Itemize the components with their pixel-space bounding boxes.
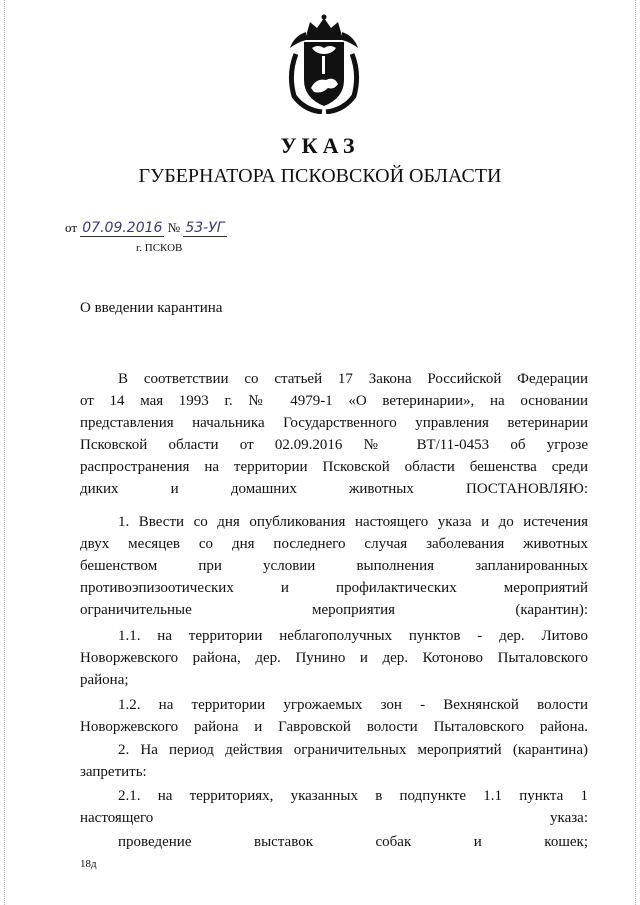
text-line: настоящего указа: [80,810,588,826]
text-line: района; [80,672,129,688]
text-line: распространения на территории Псковской области бешенства среди [80,459,588,475]
text-line: бешенством при условии выполнения запланированных [80,558,588,574]
text-line: 2.1. на территориях, указанных в подпункте 1.1 пункта 1 [118,788,588,804]
document-subject: О введении карантина [80,300,223,316]
coat-of-arms-emblem [284,14,364,114]
text-line: Новоржевского района, дер. Пунино и дер. Котоново Пыталовского [80,650,588,666]
text-line: проведение выставок собак и кошек; [118,834,588,850]
paragraph-item-2-1-a [80,831,588,853]
paragraph-item-1-1 [80,625,588,691]
text-line: В соответствии со статьей 17 Закона Российской Федерации [118,371,588,387]
handwritten-number: 53-УГ [185,220,225,236]
text-line: 1. Ввести со дня опубликования настоящего указа и до истечения [118,514,588,530]
text-line: 1.1. на территории неблагополучных пунктов - дер. Литово [118,628,588,644]
text-line: диких и домашних животных ПОСТАНОВЛЯЮ: [80,481,588,497]
paragraph-item-1-2 [80,694,588,738]
text-line: 1.2. на территории угрожаемых зон - Вехнянской волости [118,697,588,713]
text-line: запретить: [80,764,147,780]
handwritten-date: 07.09.2016 [82,220,163,236]
text-line: двух месяцев со дня последнего случая заболевания животных [80,536,588,552]
text-line: Новоржевского района и Гавровской волости Пыталовского района. [80,719,588,735]
paragraph-item-2-1 [80,785,588,829]
city-label: г. ПСКОВ [136,242,183,254]
from-label: от [65,220,78,235]
paragraph-preamble [80,368,588,500]
document-title: УКАЗ [280,133,360,158]
document-issuer: ГУБЕРНАТОРА ПСКОВСКОЙ ОБЛАСТИ [138,165,502,187]
text-line: ограничительные мероприятия (карантин): [80,602,588,618]
paragraph-item-1 [80,511,588,621]
paragraph-item-2 [80,739,588,783]
text-line: представления начальника Государственного управления ветеринарии [80,415,588,431]
date-number-line [65,220,227,236]
text-line: от 14 мая 1993 г. № 4979-1 «О ветеринарии», на основании [80,393,588,409]
text-line: Псковской области от 02.09.2016 № ВТ/11-0453 об угрозе [80,437,588,453]
footer-code: 18д [80,858,97,870]
text-line: противоэпизоотических и профилактических мероприятий [80,580,588,596]
number-label: № [167,220,181,235]
text-line: 2. На период действия ограничительных мероприятий (карантина) [118,742,588,758]
